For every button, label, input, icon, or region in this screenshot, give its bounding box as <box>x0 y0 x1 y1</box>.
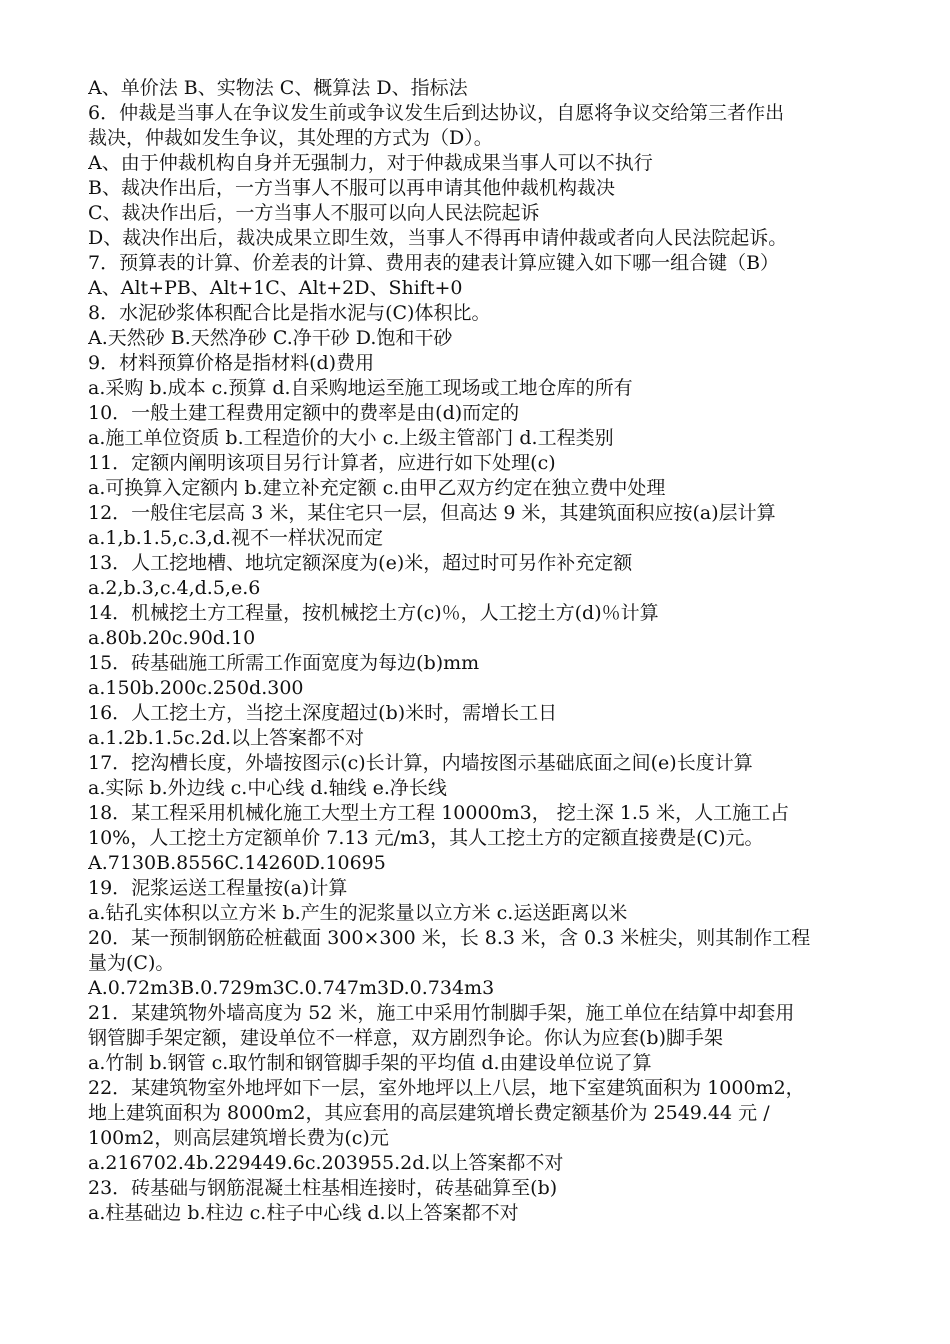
text-line-40: a.竹制 b.钢管 c.取竹制和钢管脚手架的平均值 d.由建设单位说了算 <box>88 1052 652 1074</box>
text-line-15: a.施工单位资质 b.工程造价的大小 c.上级主管部门 d.工程类别 <box>88 427 614 449</box>
text-line-3: 裁决，仲裁如发生争议，其处理的方式为（D）。 <box>88 127 493 149</box>
text-line-28: 17．挖沟槽长度，外墙按图示(c)长计算，内墙按图示基础底面之间(e)长度计算 <box>88 752 753 774</box>
text-line-38: 21．某建筑物外墙高度为 52 米，施工中采用竹制脚手架，施工单位在结算中却套用 <box>88 1002 795 1024</box>
text-line-8: 7．预算表的计算、价差表的计算、费用表的建表计算应键入如下哪一组合键（B） <box>88 252 780 274</box>
text-line-43: 100m2，则高层建筑增长费为(c)元 <box>88 1127 389 1149</box>
text-line-6: C、裁决作出后，一方当事人不服可以向人民法院起诉 <box>88 202 540 224</box>
text-line-17: a.可换算入定额内 b.建立补充定额 c.由甲乙双方约定在独立费中处理 <box>88 477 666 499</box>
text-line-19: a.1,b.1.5,c.3,d.视不一样状况而定 <box>88 527 383 549</box>
text-line-35: 20．某一预制钢筋砼桩截面 300×300 米，长 8.3 米，含 0.3 米桩尖，则其制作工程 <box>88 927 811 949</box>
text-line-1: A、单价法 B、实物法 C、概算法 D、指标法 <box>88 77 468 99</box>
text-line-39: 钢管脚手架定额，建设单位不一样意，双方剧烈争论。你认为应套(b)脚手架 <box>88 1027 723 1049</box>
text-line-45: 23．砖基础与钢筋混凝土柱基相连接时，砖基础算至(b) <box>88 1177 558 1199</box>
text-line-31: 10%，人工挖土方定额单价 7.13 元/m3，其人工挖土方的定额直接费是(C)元。 <box>88 827 764 849</box>
text-line-24: 15．砖基础施工所需工作面宽度为每边(b)mm <box>88 652 480 674</box>
text-line-4: A、由于仲裁机构自身并无强制力，对于仲裁成果当事人可以不执行 <box>88 152 653 174</box>
text-line-42: 地上建筑面积为 8000m2，其应套用的高层建筑增长费定额基价为 2549.44 元 / <box>88 1102 770 1124</box>
text-line-37: A.0.72m3B.0.729m3C.0.747m3D.0.734m3 <box>88 977 495 999</box>
text-line-33: 19．泥浆运送工程量按(a)计算 <box>88 877 348 899</box>
text-line-26: 16．人工挖土方，当挖土深度超过(b)米时，需增长工日 <box>88 702 558 724</box>
text-line-23: a.80b.20c.90d.10 <box>88 627 256 649</box>
text-line-12: 9．材料预算价格是指材料(d)费用 <box>88 352 375 374</box>
text-line-21: a.2,b.3,c.4,d.5,e.6 <box>88 577 261 599</box>
text-line-7: D、裁决作出后，裁决成果立即生效，当事人不得再申请仲裁或者向人民法院起诉。 <box>88 227 788 249</box>
text-line-10: 8．水泥砂浆体积配合比是指水泥与(C)体积比。 <box>88 302 491 324</box>
text-line-46: a.柱基础边 b.柱边 c.柱子中心线 d.以上答案都不对 <box>88 1202 519 1224</box>
text-line-11: A.天然砂 B.天然净砂 C.净干砂 D.饱和干砂 <box>88 327 453 349</box>
text-line-2: 6．仲裁是当事人在争议发生前或争议发生后到达协议，自愿将争议交给第三者作出 <box>88 102 785 124</box>
text-line-5: B、裁决作出后，一方当事人不服可以再申请其他仲裁机构裁决 <box>88 177 615 199</box>
text-line-30: 18．某工程采用机械化施工大型土方工程 10000m3， 挖土深 1.5 米，人工施工占 <box>88 802 790 824</box>
text-line-18: 12．一般住宅层高 3 米，某住宅只一层，但高达 9 米，其建筑面积应按(a)层计算 <box>88 502 776 524</box>
text-line-29: a.实际 b.外边线 c.中心线 d.轴线 e.净长线 <box>88 777 447 799</box>
text-line-34: a.钻孔实体积以立方米 b.产生的泥浆量以立方米 c.运送距离以米 <box>88 902 628 924</box>
text-line-22: 14．机械挖土方工程量，按机械挖土方(c)％，人工挖土方(d)％计算 <box>88 602 659 624</box>
text-line-25: a.150b.200c.250d.300 <box>88 677 304 699</box>
text-line-27: a.1.2b.1.5c.2d.以上答案都不对 <box>88 727 364 749</box>
text-line-44: a.216702.4b.229449.6c.203955.2d.以上答案都不对 <box>88 1152 564 1174</box>
text-line-16: 11．定额内阐明该项目另行计算者，应进行如下处理(c) <box>88 452 556 474</box>
text-line-20: 13．人工挖地槽、地坑定额深度为(e)米，超过时可另作补充定额 <box>88 552 633 574</box>
text-line-9: A、Alt+PB、Alt+1C、Alt+2D、Shift+0 <box>88 277 463 299</box>
document-body <box>88 76 908 1226</box>
text-line-41: 22．某建筑物室外地坪如下一层，室外地坪以上八层，地下室建筑面积为 1000m2， <box>88 1077 805 1099</box>
text-line-36: 量为(C)。 <box>88 952 175 974</box>
text-line-13: a.采购 b.成本 c.预算 d.自采购地运至施工现场或工地仓库的所有 <box>88 377 633 399</box>
text-line-32: A.7130B.8556C.14260D.10695 <box>88 852 386 874</box>
text-line-14: 10．一般土建工程费用定额中的费率是由(d)而定的 <box>88 402 520 424</box>
